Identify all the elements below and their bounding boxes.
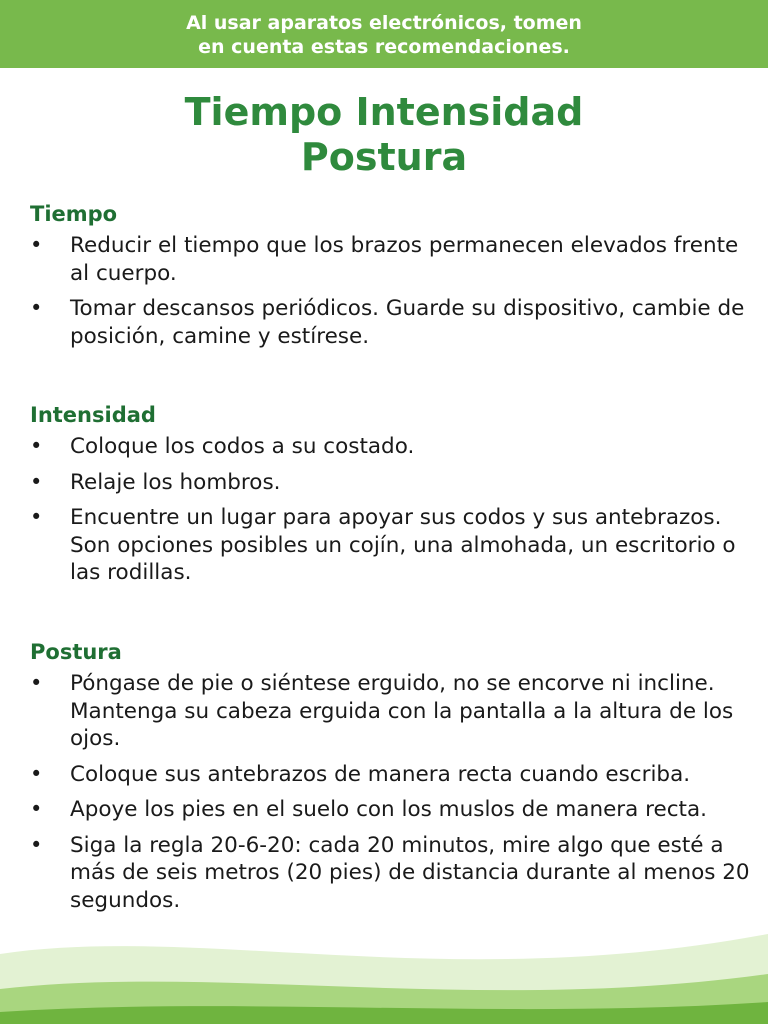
section-intensidad: [30, 401, 750, 595]
list-item: [30, 670, 750, 753]
banner-line-2: en cuenta estas recomendaciones.: [198, 36, 570, 58]
list-item: [30, 796, 750, 824]
bullet-icon: •: [30, 832, 43, 857]
bullet-icon: •: [30, 761, 43, 786]
list-item: [30, 295, 750, 350]
section-heading-intensidad: Intensidad: [30, 403, 156, 427]
list-item-text: Coloque sus antebrazos de manera recta cuando escriba.: [70, 761, 691, 787]
page-title: [0, 90, 768, 180]
list-item-text: Reducir el tiempo que los brazos permanecen elevados frente al cuerpo.: [70, 233, 739, 286]
list-item: [30, 232, 750, 287]
section-tiempo: [30, 200, 750, 358]
bullet-icon: •: [30, 296, 43, 320]
banner-line-1: Al usar aparatos electrónicos, tomen: [186, 12, 582, 34]
list-item-text: Coloque los codos a su costado.: [70, 434, 415, 459]
list-item: [30, 761, 750, 789]
list-item: [30, 832, 750, 915]
bullet-icon: •: [30, 797, 43, 821]
tiempo-list: [30, 232, 750, 350]
bullet-icon: •: [30, 671, 43, 695]
wave-dark: [0, 1002, 768, 1024]
list-item-text: Póngase de pie o siéntese erguido, no se encorve ni incline. Mantenga su cabeza erguida con la pantalla a la altura de los ojos.: [70, 671, 734, 751]
bullet-icon: •: [30, 233, 43, 257]
title-line-2: Postura: [300, 135, 468, 179]
wave-light: [0, 934, 768, 1024]
intensidad-list: [30, 433, 750, 587]
list-item-text: Encuentre un lugar para apoyar sus codos y sus antebrazos. Son opciones posibles un cojín, una almohada, un escritorio o las rodillas.: [70, 505, 736, 585]
title-line-1: Tiempo Intensidad: [184, 90, 584, 134]
section-heading-postura: Postura: [30, 640, 122, 664]
list-item-text: Siga la regla 20-6-20: cada 20 minutos, mire algo que esté a más de seis metros (20 pies) de distancia durante al menos 20 segundos.: [70, 832, 750, 913]
list-item: [30, 469, 750, 497]
bullet-icon: •: [30, 469, 43, 494]
bullet-icon: •: [30, 434, 43, 458]
list-item-text: Tomar descansos periódicos. Guarde su dispositivo, cambie de posición, camine y estírese.: [70, 296, 745, 349]
section-postura: [30, 638, 750, 922]
list-item-text: Apoye los pies en el suelo con los muslos de manera recta.: [70, 797, 708, 822]
section-heading-tiempo: Tiempo: [30, 202, 118, 226]
list-item-text: Relaje los hombros.: [70, 469, 281, 495]
postura-list: [30, 670, 750, 914]
list-item: [30, 504, 750, 587]
list-item: [30, 433, 750, 461]
top-banner: [0, 0, 768, 68]
bullet-icon: •: [30, 505, 43, 529]
wave-mid: [0, 974, 768, 1024]
